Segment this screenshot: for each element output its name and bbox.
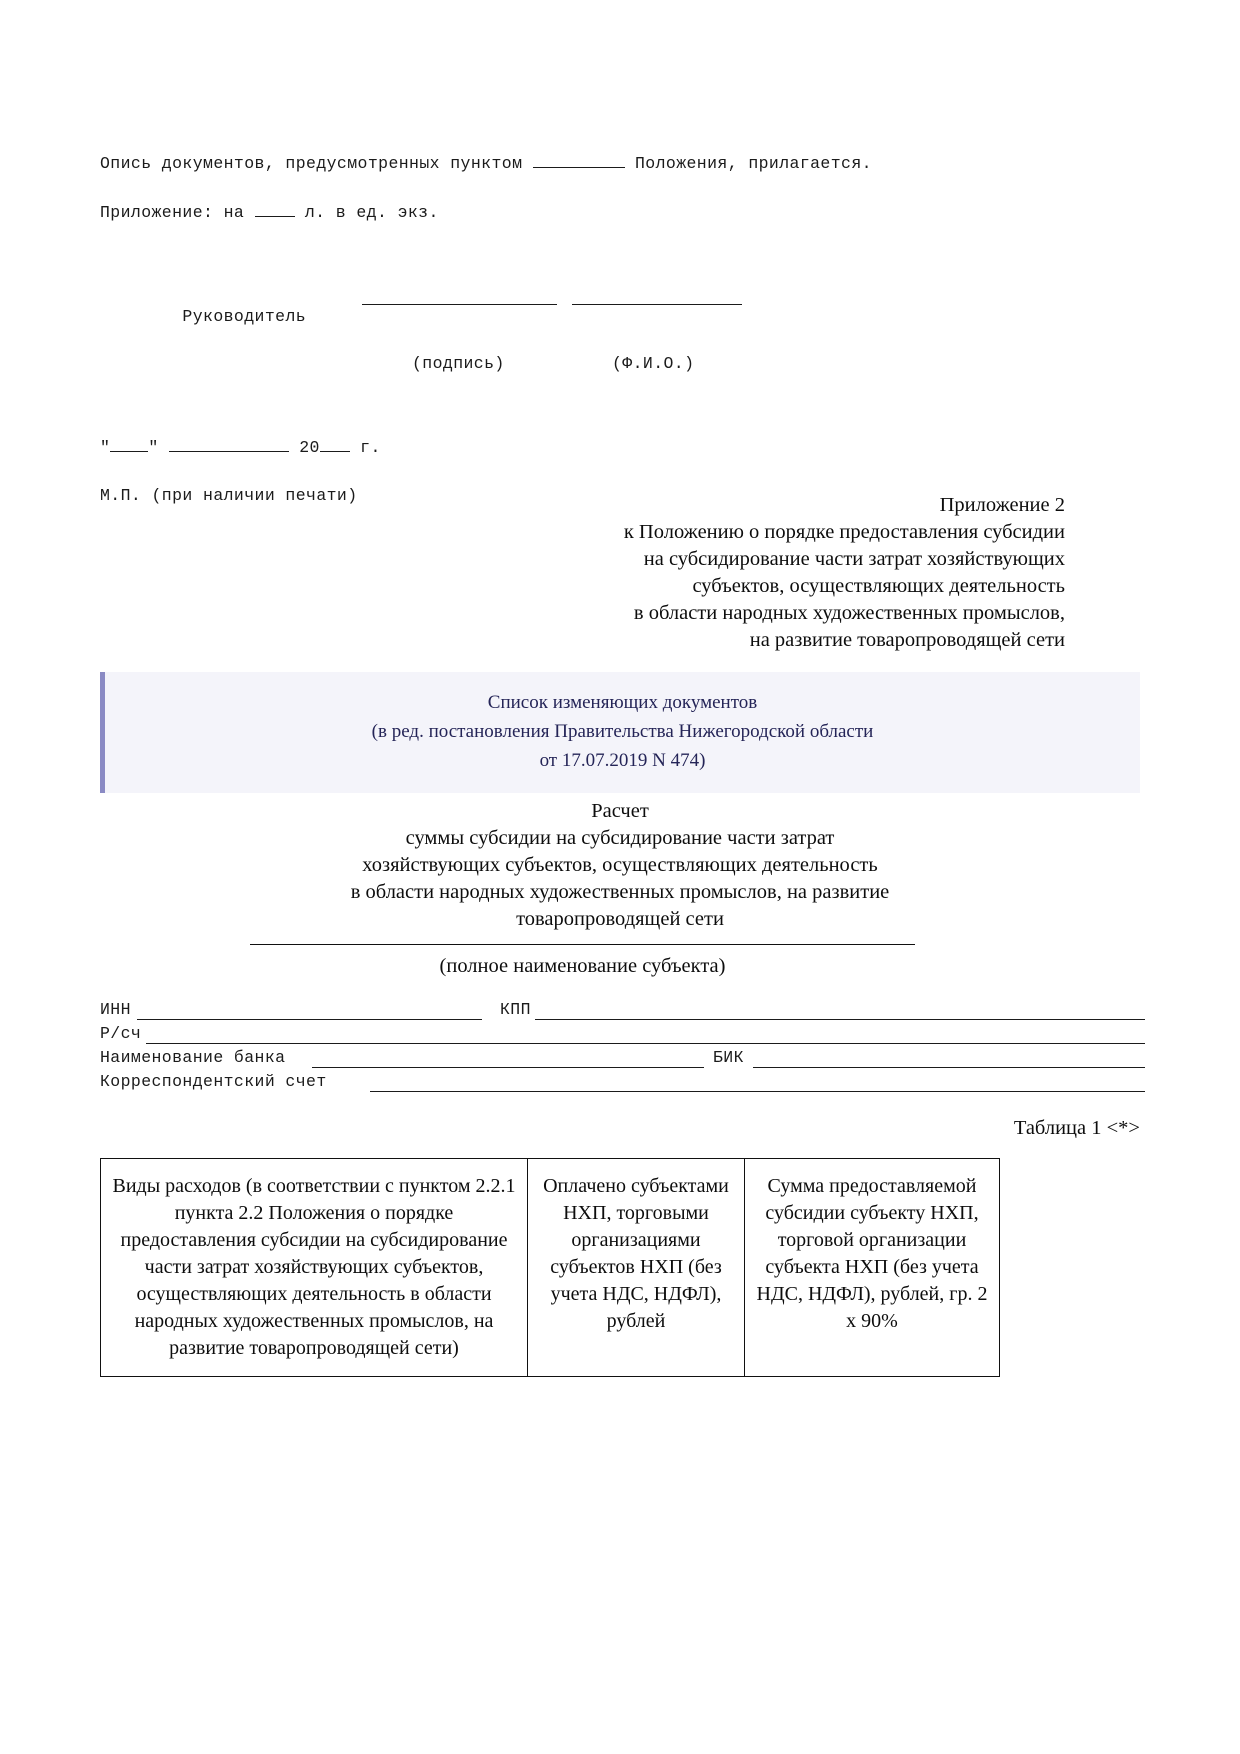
inventory-line bbox=[100, 152, 1140, 175]
requisites-rs-row bbox=[100, 1024, 1145, 1048]
year-prefix: 20 bbox=[299, 438, 320, 457]
signature-row bbox=[100, 250, 1140, 414]
appendix-header-line-1: Приложение 2 bbox=[939, 494, 1065, 516]
fio-blank[interactable] bbox=[572, 304, 742, 305]
attachment-line bbox=[100, 201, 1140, 224]
page-title-line-2: суммы субсидии на субсидирование части затрат bbox=[405, 827, 835, 849]
appendix-header-line-6: на развитие товаропроводящей сети bbox=[749, 629, 1065, 651]
changed-documents-note-line-2: (в ред. постановления Правительства Нижегородской области bbox=[371, 721, 874, 742]
seal-line: М.П. (при наличии печати) bbox=[100, 486, 358, 505]
changed-documents-note-line-3: от 17.07.2019 N 474) bbox=[539, 750, 706, 771]
appendix-header bbox=[425, 492, 1065, 654]
bik-label: БИК bbox=[713, 1048, 744, 1067]
changed-documents-note-line-1: Список изменяющих документов bbox=[487, 692, 758, 713]
table-header-paid-amount: Оплачено субъектами НХП, торговыми организациями субъектов НХП (без учета НДС, НДФЛ), рублей bbox=[528, 1159, 745, 1377]
day-blank[interactable] bbox=[110, 436, 148, 452]
signature-caption: (подпись) bbox=[412, 354, 505, 373]
bank-name-label: Наименование банка bbox=[100, 1048, 286, 1067]
fio-caption: (Ф.И.О.) bbox=[612, 354, 695, 373]
corr-account-label: Корреспондентский счет bbox=[100, 1072, 327, 1091]
kpp-label: КПП bbox=[500, 1000, 531, 1019]
appendix-header-line-4: субъектов, осуществляющих деятельность bbox=[692, 575, 1065, 597]
subject-name-caption: (полное наименование субъекта) bbox=[439, 955, 726, 977]
attachment-line-before: Приложение: на bbox=[100, 203, 245, 222]
year-suffix: г. bbox=[360, 438, 381, 457]
date-quote-open: " bbox=[100, 438, 111, 457]
requisites-block bbox=[100, 1000, 1145, 1096]
kpp-blank[interactable] bbox=[535, 1019, 1145, 1020]
page-title-line-4: в области народных художественных промыслов, на развитие bbox=[350, 881, 890, 903]
form-top-block bbox=[100, 152, 1140, 533]
requisites-inn-row bbox=[100, 1000, 1145, 1024]
table-header-row bbox=[101, 1159, 1000, 1377]
subject-name-blank[interactable] bbox=[250, 944, 915, 945]
table-header-subsidy-amount: Сумма предоставляемой субсидии субъекту НХП, торговой организации субъекта НХП (без учета НДС, НДФЛ), рублей, гр. 2 х 90% bbox=[745, 1159, 1000, 1377]
corr-account-blank[interactable] bbox=[370, 1091, 1145, 1092]
date-line bbox=[100, 436, 1140, 459]
month-blank[interactable] bbox=[169, 436, 289, 452]
year-blank[interactable] bbox=[320, 436, 350, 452]
inventory-line-after: Положения, прилагается. bbox=[635, 154, 872, 173]
attachment-blank[interactable] bbox=[255, 201, 295, 217]
inventory-line-before: Опись документов, предусмотренных пунктом bbox=[100, 154, 523, 173]
table-label: Таблица 1 <*> bbox=[1013, 1117, 1140, 1139]
signature-blank[interactable] bbox=[362, 304, 557, 305]
appendix-header-line-2: к Положению о порядке предоставления субсидии bbox=[623, 521, 1065, 543]
rs-blank[interactable] bbox=[146, 1043, 1145, 1044]
inventory-blank[interactable] bbox=[533, 152, 625, 168]
table-header-expense-types: Виды расходов (в соответствии с пунктом 2.2.1 пункта 2.2 Положения о порядке предоставления субсидии на субсидирование части затрат хозяйствующих субъектов, осуществляющих деятельность в области народных художественных промыслов, на развитие товаропроводящей сети) bbox=[101, 1159, 528, 1377]
changed-documents-note bbox=[100, 672, 1140, 793]
signature-role-label: Руководитель bbox=[182, 307, 307, 326]
requisites-bank-row bbox=[100, 1048, 1145, 1072]
page-title-line-3: хозяйствующих субъектов, осуществляющих деятельность bbox=[362, 854, 878, 876]
page-title bbox=[170, 798, 1070, 933]
inn-blank[interactable] bbox=[137, 1019, 482, 1020]
bank-name-blank[interactable] bbox=[312, 1067, 704, 1068]
page-title-line-1: Расчет bbox=[591, 800, 649, 822]
requisites-corr-row bbox=[100, 1072, 1145, 1096]
inn-label: ИНН bbox=[100, 1000, 131, 1019]
date-quote-close: " bbox=[148, 438, 159, 457]
appendix-header-line-3: на субсидирование части затрат хозяйствующих bbox=[643, 548, 1065, 570]
page-title-line-5: товаропроводящей сети bbox=[516, 908, 724, 930]
bik-blank[interactable] bbox=[753, 1067, 1145, 1068]
attachment-line-middle: л. в ед. экз. bbox=[304, 203, 439, 222]
appendix-header-line-5: в области народных художественных промыслов, bbox=[633, 602, 1065, 624]
rs-label: Р/сч bbox=[100, 1024, 142, 1043]
calculation-table bbox=[100, 1158, 1000, 1377]
